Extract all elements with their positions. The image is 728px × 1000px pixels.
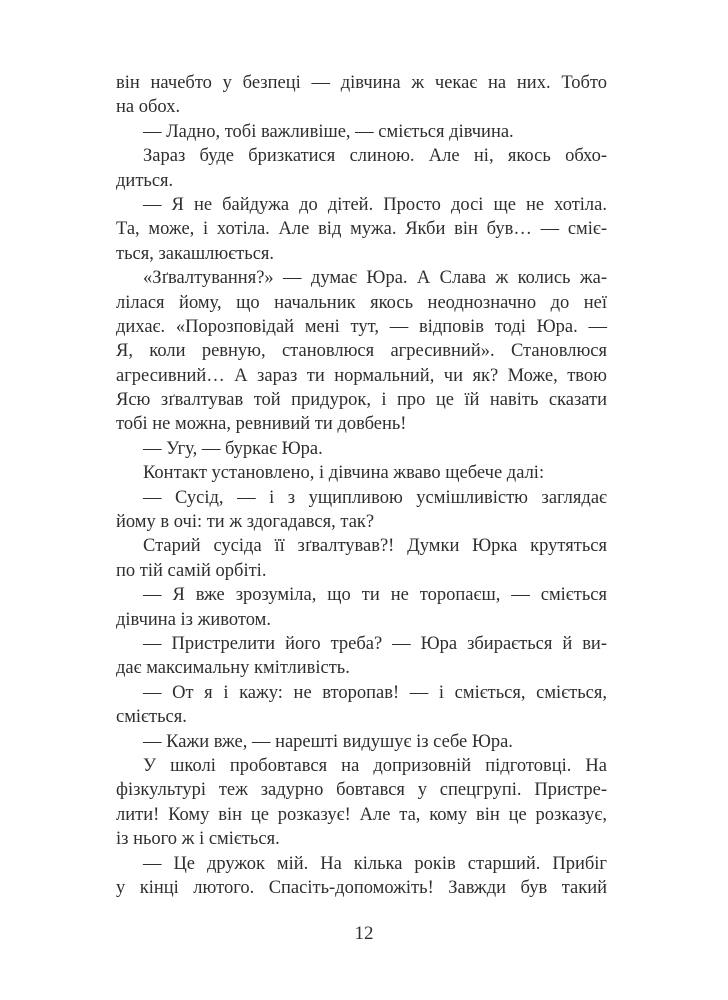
text-line: — Ладно, тобі важливіше, — сміється дівчина. [143, 121, 514, 142]
text-line: — Це дружок мій. На кілька років старший. Прибіг [143, 853, 607, 874]
text-line: — Сусід, — і з ущипливою усмішливістю заглядає [143, 487, 607, 508]
text-line: на обох. [116, 97, 181, 118]
text-line: дає максимальну кмітливість. [116, 658, 350, 679]
text-line: дівчина із животом. [116, 609, 271, 630]
text-line: Контакт установлено, і дівчина жваво щебече далі: [143, 463, 545, 484]
text-line: йому в очі: ти ж здогадався, так? [116, 512, 375, 533]
text-line: «Зґвалтування?» — думає Юра. А Слава ж колись жа- [143, 268, 607, 289]
page-number: 12 [354, 923, 374, 944]
text-line: ться, закашлюється. [116, 243, 275, 264]
text-line: лити! Кому він це розказує! Але та, кому він це розказує, [116, 804, 607, 825]
text-line: у кінці лютого. Спасіть-допоможіть! Завжди був такий [116, 877, 607, 898]
text-line: — Я вже зрозуміла, що ти не торопаєш, — сміється [143, 585, 607, 606]
text-line: він начебто у безпеці — дівчина ж чекає на них. Тобто [116, 73, 607, 93]
text-line: — От я і кажу: не второпав! — і сміється, сміється, [143, 682, 607, 703]
text-line: фізкультурі теж задурно бовтався у спецгрупі. Пристре- [116, 780, 607, 801]
text-line: Старий сусіда її зґвалтував?! Думки Юрка крутяться [143, 536, 607, 557]
text-line: тобі не можна, ревнивий ти довбень! [116, 414, 407, 435]
text-line: — Пристрелити його треба? — Юра збирається й ви- [143, 633, 607, 654]
text-line: Зараз буде бризкатися слиною. Але ні, якось обхо- [143, 146, 607, 167]
text-line: із нього ж і сміється. [116, 829, 280, 850]
text-line: диться. [116, 170, 174, 191]
text-line: агресивний… А зараз ти нормальний, чи як? Може, твою [116, 365, 607, 386]
text-line: дихає. «Порозповідай мені тут, — відповів тоді Юра. — [116, 316, 607, 337]
text-line: лілася йому, що начальник якось неоднозначно до неї [116, 292, 607, 313]
text-line: — Угу, — буркає Юра. [143, 438, 323, 459]
text-line: — Кажи вже, — нарешті видушує із себе Юра. [143, 731, 513, 752]
text-line: по тій самій орбіті. [116, 560, 267, 581]
text-line: сміється. [116, 707, 187, 728]
text-line: Та, може, і хотіла. Але від мужа. Якби він був… — сміє- [116, 219, 607, 240]
text-line: — Я не байдужа до дітей. Просто досі ще не хотіла. [143, 194, 607, 215]
page-body-text [116, 71, 607, 900]
text-line: Я, коли ревную, становлюся агресивний». Становлюся [116, 341, 607, 362]
text-line: У школі пробовтався на допризовній підготовці. На [143, 755, 607, 776]
text-line: Ясю зґвалтував той придурок, і про це їй навіть сказати [116, 390, 607, 411]
